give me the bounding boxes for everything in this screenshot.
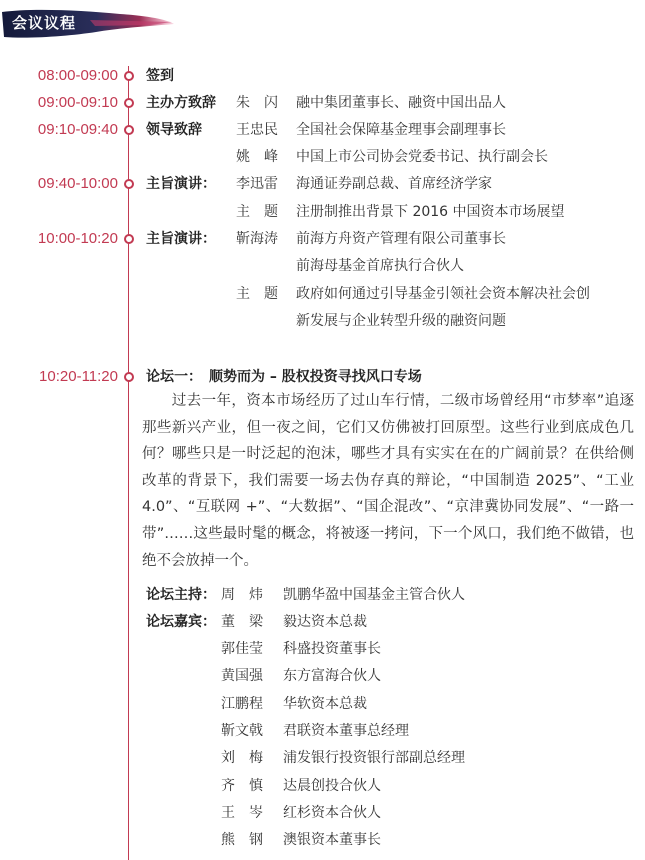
guest-title: 澳银资本董事长 <box>283 832 381 848</box>
time-slot: 09:40-10:00 <box>37 175 118 192</box>
forum-guest-row <box>0 745 645 771</box>
guest-title: 浦发银行投资银行部副总经理 <box>283 750 465 766</box>
forum-guest-row <box>0 663 645 689</box>
topic-text: 政府如何通过引导基金引领社会资本解决社会创 <box>296 286 590 302</box>
schedule-row <box>0 281 645 307</box>
speaker-name: 靳海涛 <box>236 231 278 247</box>
forum-guest-row <box>0 636 645 662</box>
topic-text: 新发展与企业转型升级的融资问题 <box>296 313 506 329</box>
forum-guest-row <box>0 691 645 717</box>
guest-title: 达晨创投合伙人 <box>283 778 381 794</box>
guest-title: 毅达资本总裁 <box>283 614 367 630</box>
timeline-dot-icon <box>124 98 134 108</box>
forum-guest-row <box>0 800 645 826</box>
guest-name: 黄国强 <box>221 668 263 684</box>
guest-name: 董 梁 <box>221 614 263 630</box>
forum-guest-row <box>0 827 645 853</box>
schedule-row <box>0 90 645 116</box>
session-label: 领导致辞 <box>146 122 202 138</box>
forum-host-row <box>0 582 645 608</box>
speaker-name: 姚 峰 <box>236 149 278 165</box>
topic-text: 注册制推出背景下 2016 中国资本市场展望 <box>296 204 565 220</box>
session-label: 主办方致辞 <box>146 95 216 111</box>
guest-name: 熊 钢 <box>221 832 263 848</box>
session-label: 主旨演讲： <box>146 176 216 192</box>
forum-guest-row <box>0 773 645 799</box>
timeline-dot-icon <box>124 372 134 382</box>
guest-name: 郭佳莹 <box>221 641 263 657</box>
forum-guest-row <box>0 718 645 744</box>
schedule-row <box>0 199 645 225</box>
speaker-title: 全国社会保障基金理事会副理事长 <box>296 122 506 138</box>
topic-label: 主 题 <box>236 286 278 302</box>
timeline-dot-icon <box>124 234 134 244</box>
schedule-row <box>0 308 645 334</box>
speaker-title: 前海方舟资产管理有限公司董事长 <box>296 231 506 247</box>
speaker-title: 中国上市公司协会党委书记、执行副会长 <box>296 149 548 165</box>
host-name: 周 炜 <box>221 587 263 603</box>
forum-guest-row <box>0 609 645 635</box>
guests-label: 论坛嘉宾： <box>146 614 216 630</box>
speaker-title: 前海母基金首席执行合伙人 <box>296 258 464 274</box>
session-label: 主旨演讲： <box>146 231 216 247</box>
guest-title: 东方富海合伙人 <box>283 668 381 684</box>
time-slot: 10:00-10:20 <box>37 230 118 247</box>
schedule-row <box>0 171 645 197</box>
schedule-row <box>0 226 645 252</box>
schedule-row <box>0 117 645 143</box>
host-label: 论坛主持： <box>146 587 216 603</box>
forum-title: 论坛一： 顺势而为 – 股权投资寻找风口专场 <box>146 369 422 385</box>
speaker-title: 海通证券副总裁、首席经济学家 <box>296 176 492 192</box>
timeline-dot-icon <box>124 179 134 189</box>
guest-title: 华软资本总裁 <box>283 696 367 712</box>
forum-heading-row <box>0 364 645 390</box>
guest-name: 刘 梅 <box>221 750 263 766</box>
schedule-row <box>0 144 645 170</box>
guest-name: 江鹏程 <box>221 696 263 712</box>
schedule-row <box>0 253 645 279</box>
timeline-dot-icon <box>124 125 134 135</box>
page-title: 会议议程 <box>12 14 77 32</box>
guest-title: 君联资本董事总经理 <box>283 723 409 739</box>
time-slot: 09:10-09:40 <box>37 121 118 138</box>
forum-description: 过去一年，资本市场经历了过山车行情，二级市场曾经用“市梦率”追逐那些新兴产业，但一夜之间，它们又仿佛被打回原型。这些行业到底成色几何？哪些只是一时泛起的泡沫，哪些才具有实实在在的广阔前景？在供给侧改革的背景下，我们需要一场去伪存真的辩论，“中国制造 2025”、“工业 4.0”、“互联网 +”、“大数据”、“国企混改”、“京津冀协同发展”、“一路一带”……这些最时髦的概念，将被逐一拷问，下一个风口，我们绝不做错，也绝不会放掉一个。 <box>142 393 634 569</box>
host-title: 凯鹏华盈中国基金主管合伙人 <box>283 587 465 603</box>
session-label: 签到 <box>146 68 174 84</box>
speaker-name: 朱 闪 <box>236 95 278 111</box>
guest-title: 科盛投资董事长 <box>283 641 381 657</box>
topic-label: 主 题 <box>236 204 278 220</box>
guest-name: 靳文戟 <box>221 723 263 739</box>
speaker-name: 王忠民 <box>236 122 278 138</box>
guest-name: 齐 慎 <box>221 778 263 794</box>
time-slot: 10:20-11:20 <box>39 368 118 385</box>
time-slot: 09:00-09:10 <box>37 94 118 111</box>
guest-title: 红杉资本合伙人 <box>283 805 381 821</box>
speaker-title: 融中集团董事长、融资中国出品人 <box>296 95 506 111</box>
guest-name: 王 岑 <box>221 805 263 821</box>
timeline-dot-icon <box>124 71 134 81</box>
time-slot: 08:00-09:00 <box>37 67 118 84</box>
speaker-name: 李迅雷 <box>236 176 278 192</box>
schedule-row <box>0 63 645 89</box>
